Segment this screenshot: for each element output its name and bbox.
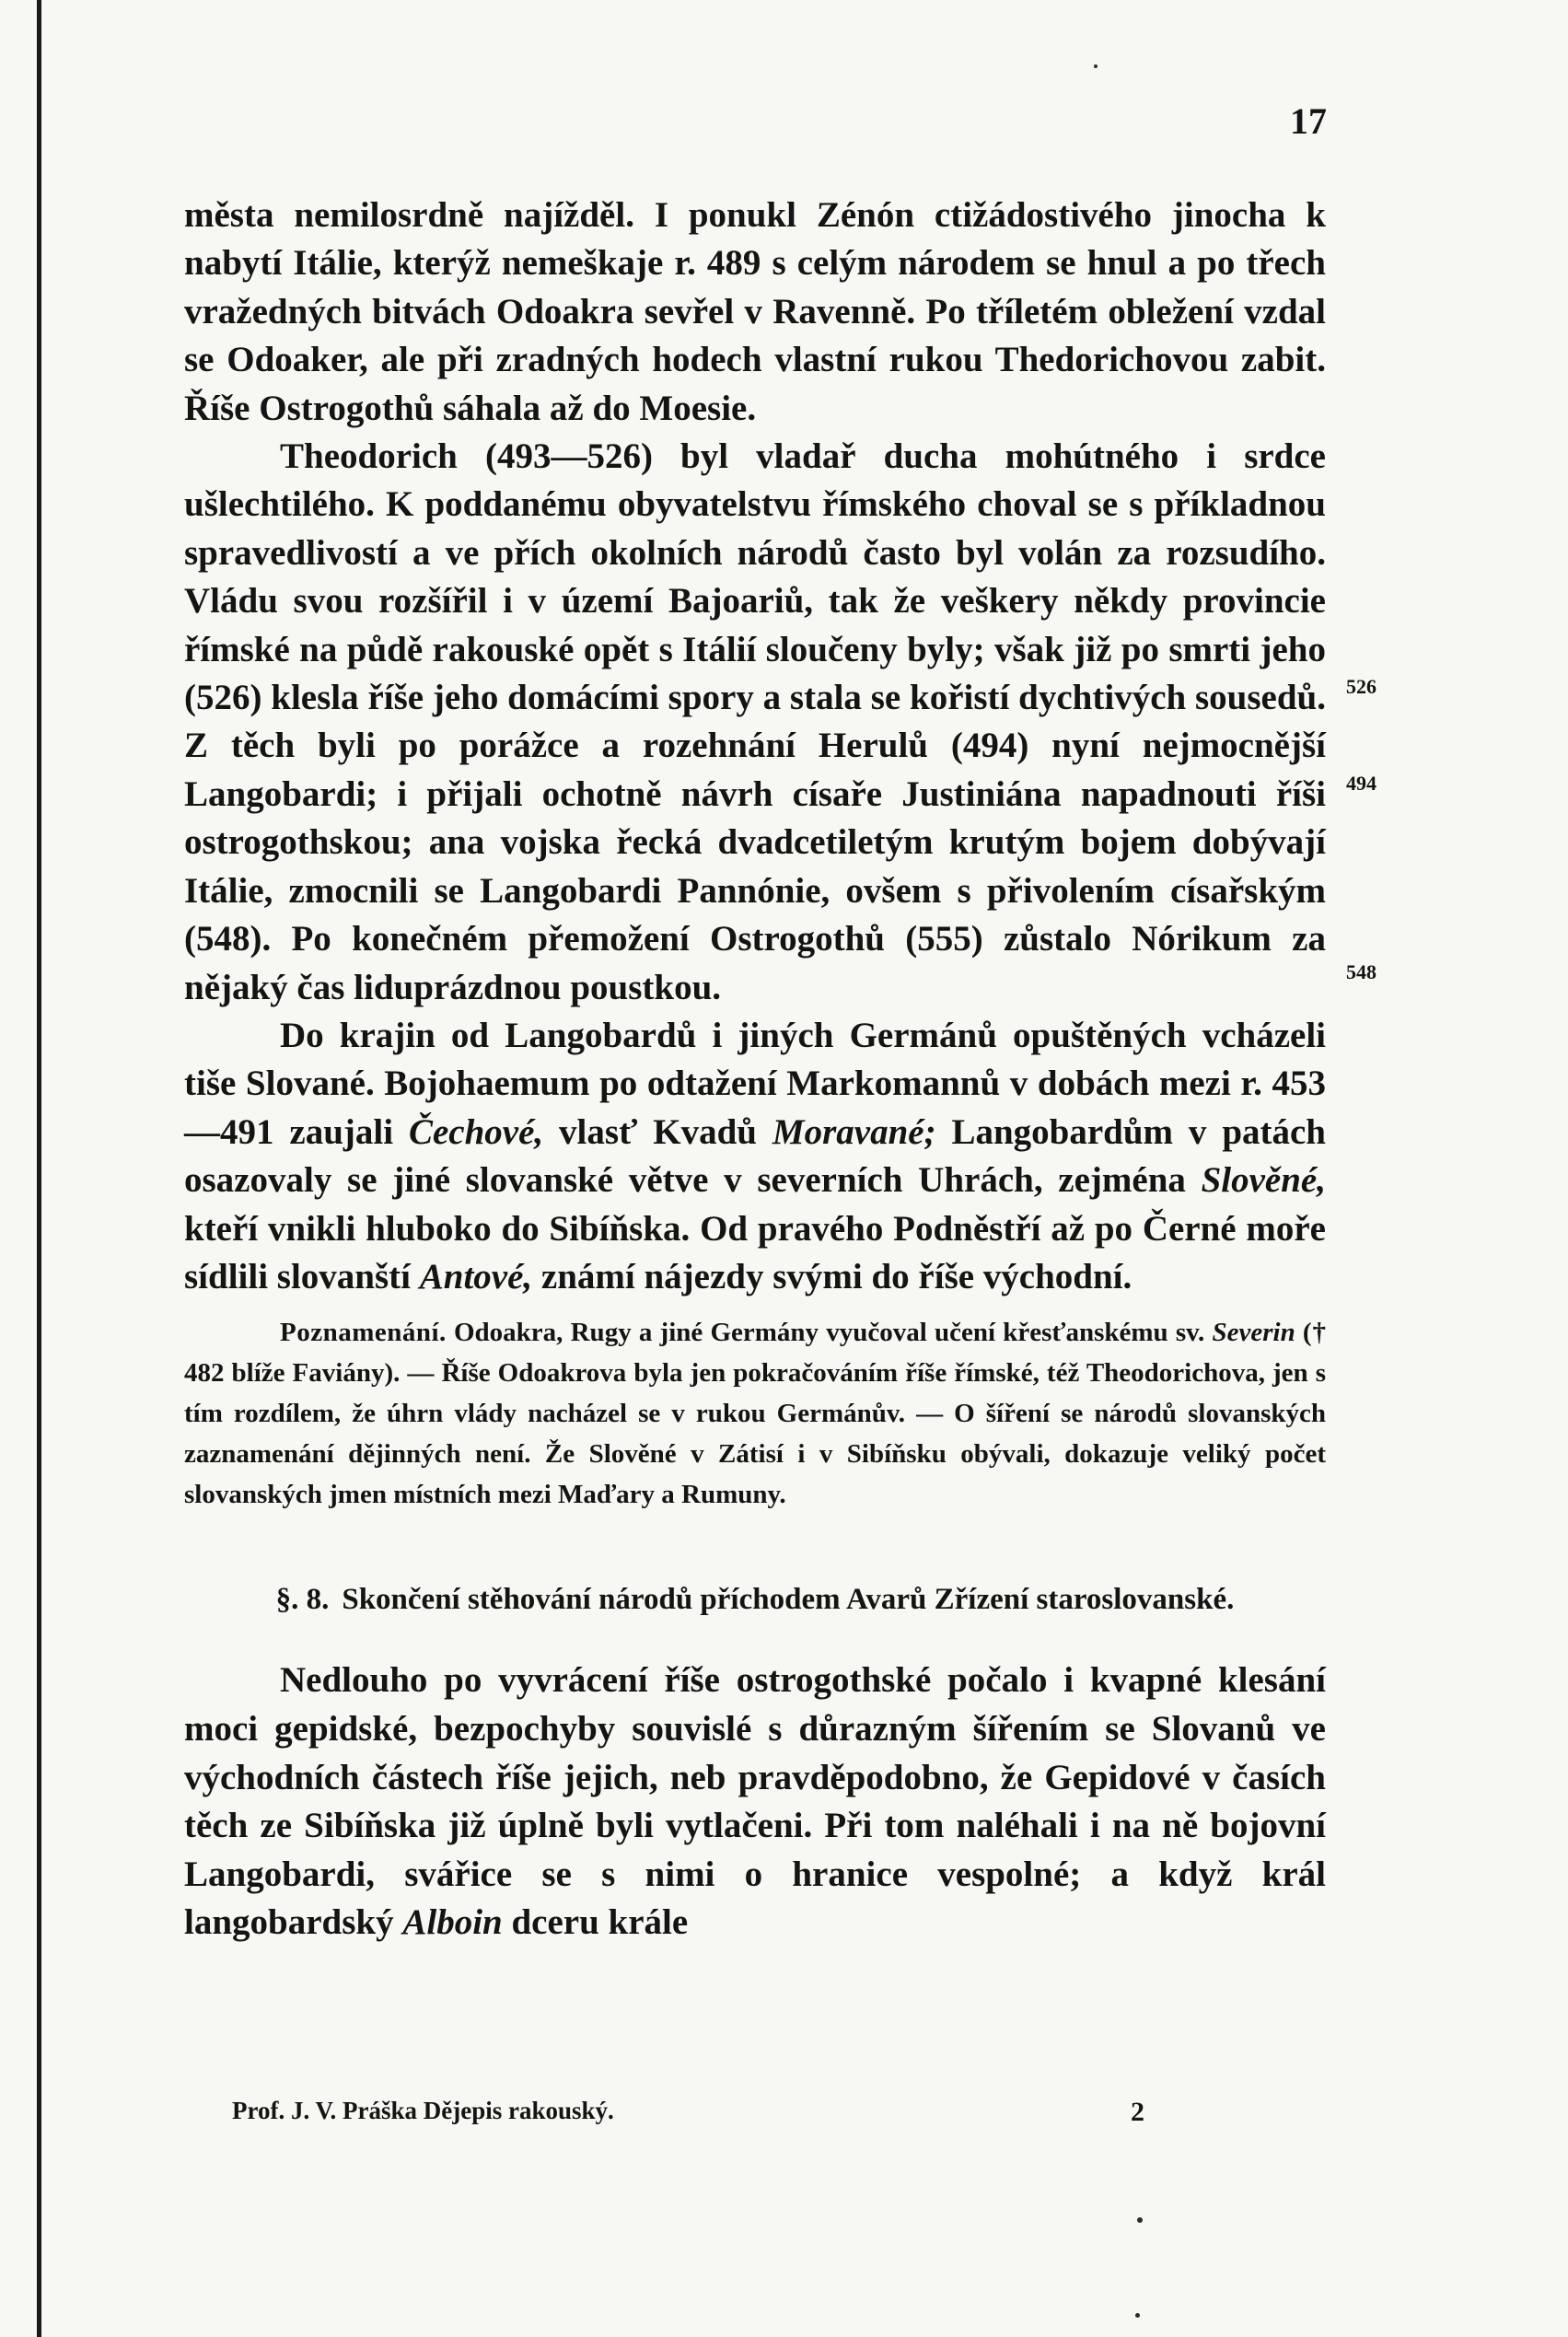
paragraph-3-text: kteří vnikli hluboko do Sibíňska. Od pravého Podněstří až po Černé moře sídlili slovanští <box>184 1208 1326 1296</box>
section-paragraph-text: Nedlouho po vyvrácení říše ostrogothské počalo i kvapné klesání moci gepidské, bezpochyby souvislé s důrazným šířením se Slovanů ve východních částech říše jejich, neb pravděpodobno, že Gepidové v časích těch ze Sibíňska již úplně byli vytlačeni. Při tom naléhali i na ně bojovní Langobardi, svářice se s nimi o hranice vespolné; a když král langobardský <box>184 1660 1326 1943</box>
paragraph-1: města nemilosrdně najížděl. I ponukl Zénón ctižádostivého jinocha k nabytí Itálie, kterýž nemeškaje r. 489 s celým národem se hnul a po třech vražedných bitvách Odoakra sevřel v Ravenně. Po tříletém obležení vzdal se Odoaker, ale při zradných hodech vlastní rukou Thedorichovou zabit. Říše Ostrogothů sáhala až do Moesie. <box>184 195 1326 428</box>
page-binding-edge <box>37 0 41 2337</box>
paragraph-3-text: Do krajin od Langobardů i jiných Germánů opuštěných vcházeli tiše Slované. Bojohaemum po odtažení Markomannů v dobách mezi r. 453—491 zaujali <box>184 1015 1326 1152</box>
margin-year-548: 548 <box>1346 960 1376 983</box>
page-footer <box>232 2097 1153 2125</box>
section-title: Skončení stěhování národů příchodem Avarů Zřízení staroslovanské. <box>342 1583 1235 1617</box>
footnote <box>184 1312 1326 1515</box>
print-speck <box>1135 2313 1140 2318</box>
term-alboin: Alboin <box>402 1902 503 1943</box>
footnote-term-severin: Severin <box>1212 1318 1295 1348</box>
term-slovene: Slověné, <box>1201 1160 1326 1201</box>
footnote-text: Odoakra, Rugy a jiné Germány vyučoval učení křesťanskému sv. <box>446 1318 1213 1348</box>
term-moravane: Moravané; <box>772 1111 936 1152</box>
margin-year-526: 526 <box>1346 675 1376 698</box>
section-number: §. 8. <box>275 1583 330 1617</box>
print-speck <box>1137 2217 1143 2223</box>
term-antove: Antové, <box>419 1256 533 1296</box>
section-paragraph-text: dceru krále <box>502 1902 689 1943</box>
paragraph-3 <box>184 1012 1326 1301</box>
paragraph-3-text: vlasť Kvadů <box>543 1111 772 1152</box>
footnote-label: Poznamenání. <box>280 1318 447 1348</box>
footnote-text: († 482 blíže Faviány). — Říše Odoakrova byla jen pokračováním říše římské, též Theodorichova, jen s tím rozdílem, že úhrn vlády nacházel se v rukou Germánův. — O šíření se národů slovanských zaznamenání dějinných není. Že Slověné v Zátisí i v Sibíňsku obývali, dokazuje veliký počet slovanských jmen místních mezi Maďary a Rumuny. <box>184 1318 1326 1510</box>
section-paragraph <box>184 1657 1326 1948</box>
paragraph-3-text: známí nájezdy svými do říše východní. <box>532 1256 1132 1296</box>
footer-text: Prof. J. V. Práška Dějepis rakouský. <box>232 2097 614 2124</box>
text-column <box>184 192 1326 1983</box>
paragraph-3-text: Langobardům v patách osazovaly se jiné slovanské větve v severních Uhrách, zejména <box>184 1111 1326 1201</box>
page-number: 17 <box>1290 100 1327 142</box>
margin-year-494: 494 <box>1346 772 1376 795</box>
signature-mark: 2 <box>1131 2097 1144 2127</box>
paragraph-2: Theodorich (493—526) byl vladař ducha mohútného i srdce ušlechtilého. K poddanému obyvatelstvu římského choval se s příkladnou spravedlivostí a ve přích okolních národů často byl volán za rozsudího. Vládu svou rozšířil i v území Bajoariů, tak že veškery někdy provincie římské na půdě rakouské opět s Itálií sloučeny byly; však již po smrti jeho (526) klesla říše jeho domácími spory a stala se kořistí dychtivých sousedů. Z těch byli po porážce a rozehnání Herulů (494) nyní nejmocnější Langobardi; i přijali ochotně návrh císaře Justiniána napadnouti říši ostrogothskou; ana vojska řecká dvadcetiletým krutým bojem dobývají Itálie, zmocnili se Langobardi Pannónie, ovšem s přivolením císařským (548). Po konečném přemožení Ostrogothů (555) zůstalo Nórikum za nějaký čas liduprázdnou poustkou. <box>184 436 1326 1007</box>
term-cechove: Čechové, <box>408 1111 544 1152</box>
section-heading <box>184 1579 1326 1620</box>
print-speck <box>1094 64 1098 68</box>
